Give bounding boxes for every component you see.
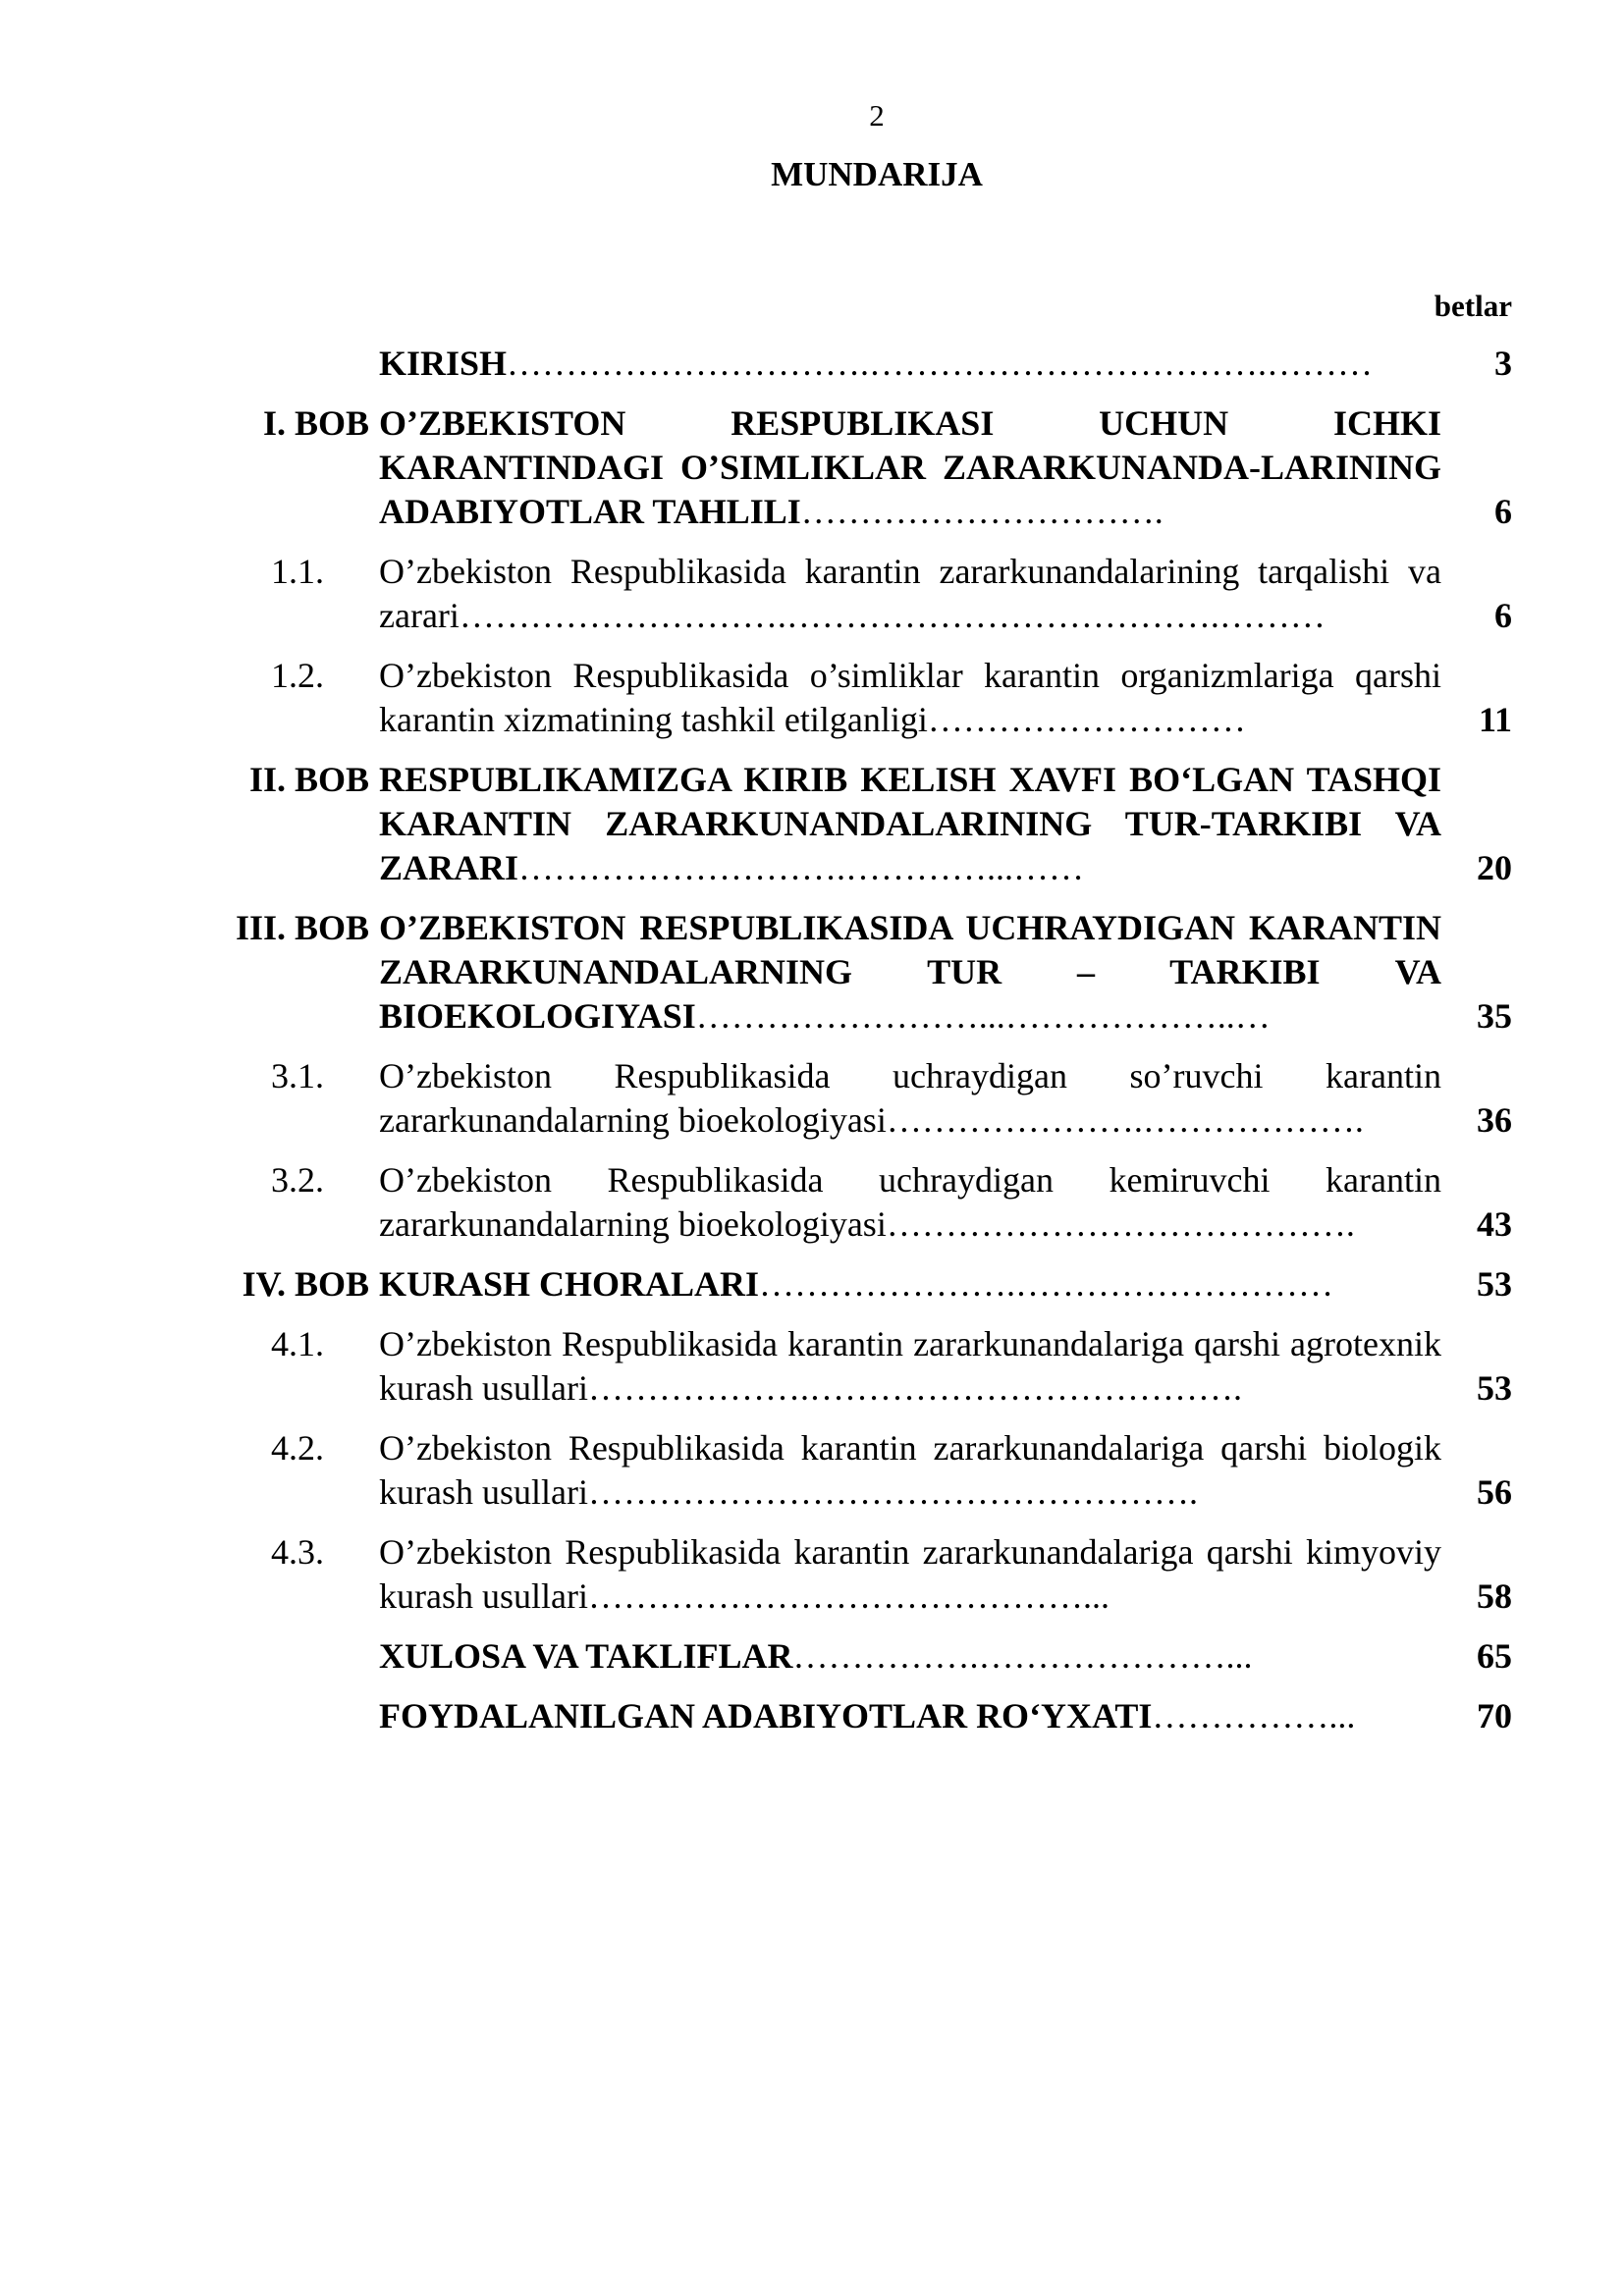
toc-entry-title: RESPUBLIKAMIZGA KIRIB KELISH XAVFI BO‘LGAN TASHQI KARANTIN ZARARKUNANDALARINING TUR-TARKIBI VA ZARARI……………………….…………...……	[379, 760, 1441, 887]
toc-entry-section-3-2[interactable]	[216, 1158, 1512, 1247]
dot-leader: ……………………….……………………………….………	[459, 596, 1326, 635]
toc-entry-conclusion[interactable]	[216, 1634, 1512, 1679]
toc-entry-title: KURASH CHORALARI………………….………………………	[379, 1264, 1334, 1304]
toc-entry-page: 58	[1477, 1576, 1512, 1616]
toc-entry-page: 36	[1477, 1100, 1512, 1140]
dot-leader: ……………….……………………………….	[587, 1368, 1242, 1408]
toc-entry-title: O’ZBEKISTON RESPUBLIKASI UCHUN ICHKI KARANTINDAGI O’SIMLIKLAR ZARARKUNANDA-LARINING ADABIYOTLAR TAHLILI………………………….	[379, 403, 1441, 531]
toc-entry-chapter-2[interactable]	[216, 758, 1512, 890]
toc-entry-page: 70	[1477, 1696, 1512, 1735]
toc-entry-section-4-1[interactable]	[216, 1322, 1512, 1411]
toc-entry-introduction[interactable]	[216, 342, 1512, 386]
toc-entry-section-4-2[interactable]	[216, 1426, 1512, 1515]
toc-entry-chapter-4[interactable]	[216, 1262, 1512, 1307]
toc-entry-title: FOYDALANILGAN ADABIYOTLAR RO‘YXATI……………...	[379, 1696, 1356, 1735]
dot-leader: ……………………………………...	[587, 1576, 1110, 1616]
toc-entry-page: 35	[1477, 996, 1512, 1036]
toc-entry-title: O’zbekiston Respublikasida uchraydigan so’ruvchi karantin zararkunandalarning bioekologiyasi………………….……………….	[379, 1056, 1441, 1140]
dot-leader: …………….…………………...	[792, 1636, 1253, 1676]
dot-leader: ……………………….…………...……	[518, 848, 1085, 887]
toc-entry-page: 53	[1477, 1368, 1512, 1408]
toc-entry-title: O’zbekiston Respublikasida karantin zararkunandalariga qarshi biologik kurash usullari…………………………………………….	[379, 1428, 1441, 1512]
toc-entry-page: 53	[1477, 1264, 1512, 1304]
toc-entry-chapter-1[interactable]	[216, 401, 1512, 534]
dot-leader: ………………………………….	[886, 1204, 1355, 1244]
toc-entry-title: KIRISH………………………….…………………………….………	[379, 344, 1374, 383]
toc-entry-number: 3.1.	[271, 1056, 324, 1095]
toc-entry-section-1-1[interactable]	[216, 550, 1512, 638]
toc-entry-number: 3.2.	[271, 1160, 324, 1200]
toc-entry-title: O’zbekiston Respublikasida uchraydigan kemiruvchi karantin zararkunandalarning bioekologiyasi………………………………….	[379, 1160, 1441, 1244]
toc-entry-number: I. BOB	[262, 403, 369, 443]
toc-entry-number: 1.2.	[271, 656, 324, 695]
toc-entry-chapter-3[interactable]	[216, 906, 1512, 1039]
page-number: 2	[869, 98, 885, 133]
dot-leader: ……………...	[1152, 1696, 1356, 1735]
toc-entry-page: 65	[1477, 1636, 1512, 1676]
toc-entry-page: 6	[1494, 492, 1512, 531]
toc-entry-page: 11	[1478, 700, 1512, 739]
toc-entry-number: 1.1.	[271, 552, 324, 591]
toc-entry-page: 43	[1477, 1204, 1512, 1244]
toc-entry-number: III. BOB	[235, 908, 369, 947]
toc-entry-section-3-1[interactable]	[216, 1054, 1512, 1143]
dot-leader: ………………………	[927, 700, 1246, 739]
dot-leader: …………………………………………….	[587, 1472, 1198, 1512]
dot-leader: ………………………….	[800, 492, 1164, 531]
toc-entry-title: O’zbekiston Respublikasida karantin zararkunandalariga qarshi kimyoviy kurash usullari……………………………………...	[379, 1532, 1441, 1616]
dot-leader: ………………….……………….	[886, 1100, 1364, 1140]
toc-entry-title: O’zbekiston Respublikasida o’simliklar karantin organizmlariga qarshi karantin xizmatining tashkil etilganligi………………………	[379, 656, 1441, 739]
page-title: MUNDARIJA	[771, 155, 983, 193]
toc-entry-number: II. BOB	[248, 760, 369, 799]
toc-entry-page: 56	[1477, 1472, 1512, 1512]
toc-entry-number: IV. BOB	[242, 1264, 369, 1304]
toc-entry-references[interactable]	[216, 1694, 1512, 1738]
dot-leader: ………………….………………………	[759, 1264, 1334, 1304]
dot-leader: ………………………….…………………………….………	[507, 344, 1374, 383]
dot-leader: ……………………...………………..…	[695, 996, 1271, 1036]
table-of-contents	[216, 342, 1512, 1738]
toc-entry-title: O’zbekiston Respublikasida karantin zararkunandalariga qarshi agrotexnik kurash usullari……………….……………………………….	[379, 1324, 1441, 1408]
toc-entry-title: O’ZBEKISTON RESPUBLIKASIDA UCHRAYDIGAN KARANTIN ZARARKUNANDALARNING TUR – TARKIBI VA BIOEKOLOGIYASI……………………...………………..…	[379, 908, 1441, 1036]
toc-entry-number: 4.1.	[271, 1324, 324, 1363]
pages-column-header: betlar	[1434, 289, 1512, 323]
toc-entry-title: O’zbekiston Respublikasida karantin zararkunandalarining tarqalishi va zarari……………………….……………………………….………	[379, 552, 1441, 635]
toc-entry-section-4-3[interactable]	[216, 1530, 1512, 1619]
toc-entry-page: 20	[1477, 848, 1512, 887]
toc-entry-number: 4.3.	[271, 1532, 324, 1572]
toc-entry-page: 6	[1494, 596, 1512, 635]
toc-entry-title: XULOSA VA TAKLIFLAR…………….…………………...	[379, 1636, 1253, 1676]
toc-entry-section-1-2[interactable]	[216, 654, 1512, 742]
toc-entry-page: 3	[1494, 344, 1512, 383]
toc-entry-number: 4.2.	[271, 1428, 324, 1468]
